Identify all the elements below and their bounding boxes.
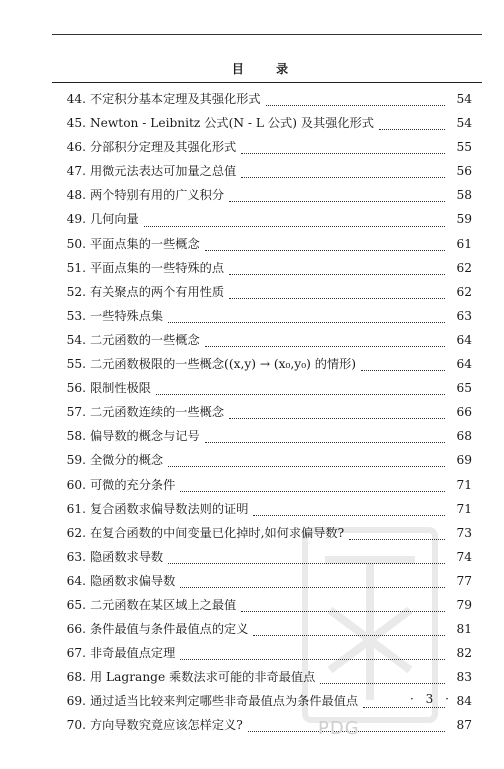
toc-entry-title: 隐函数求偏导数 (90, 573, 176, 588)
dot-leader (168, 463, 445, 467)
toc-entry-title: 全微分的概念 (90, 453, 164, 468)
toc-entry[interactable] (60, 355, 472, 379)
dot-leader (229, 295, 445, 299)
toc-entry-title: 在复合函数的中间变量已化掉时,如何求偏导数? (90, 525, 345, 540)
dot-leader (361, 367, 445, 371)
toc-entry[interactable] (60, 403, 472, 427)
toc-entry[interactable] (60, 427, 472, 451)
toc-entry-title: 平面点集的一些特殊的点 (90, 260, 225, 275)
dot-leader (205, 247, 445, 251)
watermark-seal-icon (295, 520, 445, 750)
toc-entry-number: 52. (66, 284, 86, 299)
toc-entry[interactable] (60, 307, 472, 331)
toc-entry-number: 68. (66, 670, 86, 685)
toc-entry[interactable] (60, 259, 472, 283)
toc-entry-number: 49. (66, 212, 86, 227)
header-divider (52, 82, 482, 83)
toc-entry[interactable] (60, 283, 472, 307)
toc-entry-number: 57. (66, 405, 86, 420)
toc-entry-number: 55. (66, 357, 86, 372)
toc-entry-title: 复合函数求偏导数法则的证明 (90, 501, 249, 516)
toc-entry-page: 66 (456, 405, 472, 420)
toc-entry[interactable] (60, 331, 472, 355)
watermark-text: PDG (318, 718, 360, 739)
toc-entry-page: 83 (456, 670, 472, 685)
dot-leader (379, 126, 445, 130)
dot-leader (241, 174, 445, 178)
toc-entry-page: 73 (456, 525, 472, 540)
toc-entry-number: 50. (66, 236, 86, 251)
toc-entry[interactable] (60, 451, 472, 475)
toc-entry-number: 46. (66, 140, 86, 155)
toc-entry-number: 59. (66, 453, 86, 468)
toc-entry-page: 87 (456, 718, 472, 733)
dot-leader (144, 223, 445, 227)
toc-entry-number: 53. (66, 308, 86, 323)
toc-entry-page: 54 (456, 92, 472, 106)
toc-entry-page: 64 (456, 357, 472, 372)
toc-entry-page: 55 (456, 140, 472, 155)
toc-entry[interactable] (60, 90, 472, 114)
toc-entry-title: 不定积分基本定理及其强化形式 (90, 92, 261, 106)
toc-entry-title: 条件最值与条件最值点的定义 (90, 622, 249, 637)
toc-entry-title: 有关聚点的两个有用性质 (90, 284, 225, 299)
toc-entry-number: 70. (66, 718, 86, 733)
toc-entry-title: 通过适当比较来判定哪些非奇最值点为条件最值点 (90, 694, 359, 709)
toc-entry[interactable] (60, 235, 472, 259)
toc-entry-title: 用微元法表达可加量之总值 (90, 164, 237, 179)
toc-entry-number: 64. (66, 573, 86, 588)
toc-entry-page: 56 (456, 164, 472, 179)
toc-entry-page: 71 (456, 501, 472, 516)
toc-entry-page: 81 (456, 622, 472, 637)
dot-leader (229, 415, 445, 419)
toc-entry-number: 61. (66, 501, 86, 516)
toc-entry[interactable] (60, 138, 472, 162)
toc-entry-title: 分部积分定理及其强化形式 (90, 140, 237, 155)
dot-leader (168, 319, 445, 323)
dot-leader (205, 343, 445, 347)
toc-entry-page: 82 (456, 646, 472, 661)
toc-entry-number: 66. (66, 622, 86, 637)
toc-entry-page: 54 (456, 116, 472, 131)
toc-entry[interactable] (60, 379, 472, 403)
toc-entry-number: 54. (66, 332, 86, 347)
dot-leader (266, 102, 445, 106)
toc-entry-number: 56. (66, 381, 86, 396)
toc-entry-page: 62 (456, 260, 472, 275)
toc-entry-title: 二元函数连续的一些概念 (90, 405, 225, 420)
dot-leader (241, 150, 445, 154)
toc-entry-page: 65 (456, 381, 472, 396)
toc-entry[interactable] (60, 114, 472, 138)
toc-entry-number: 65. (66, 597, 86, 612)
toc-entry-number: 69. (66, 694, 86, 709)
page-number: · 3 · (410, 692, 453, 706)
toc-entry-title: 用 Lagrange 乘数法求可能的非奇最值点 (90, 670, 316, 685)
toc-entry-page: 63 (456, 308, 472, 323)
toc-entry-title: 偏导数的概念与记号 (90, 429, 200, 444)
toc-entry-title: 两个特别有用的广义积分 (90, 188, 225, 203)
toc-entry-number: 62. (66, 525, 86, 540)
toc-entry[interactable] (60, 210, 472, 234)
toc-entry-title: Newton - Leibnitz 公式(N - L 公式) 及其强化形式 (90, 116, 374, 131)
toc-entry-page: 69 (456, 453, 472, 468)
dot-leader (253, 512, 445, 516)
toc-entry-number: 63. (66, 549, 86, 564)
toc-entry-number: 44. (66, 92, 86, 106)
toc-entry-page: 71 (456, 477, 472, 492)
toc-entry-title: 二元函数的一些概念 (90, 332, 200, 347)
toc-entry-number: 60. (66, 477, 86, 492)
toc-entry[interactable] (60, 476, 472, 500)
toc-entry-number: 58. (66, 429, 86, 444)
dot-leader (180, 488, 445, 492)
toc-entry-page: 61 (456, 236, 472, 251)
toc-entry-title: 一些特殊点集 (90, 308, 164, 323)
toc-entry-page: 62 (456, 284, 472, 299)
toc-entry-page: 84 (456, 694, 472, 709)
toc-entry-number: 67. (66, 646, 86, 661)
toc-entry-title: 隐函数求导数 (90, 549, 164, 564)
toc-entry-title: 可微的充分条件 (90, 477, 176, 492)
toc-entry-page: 74 (456, 549, 472, 564)
toc-entry[interactable] (60, 162, 472, 186)
page-top-border (52, 34, 482, 35)
toc-entry-title: 几何向量 (90, 212, 139, 227)
toc-entry-page: 77 (456, 573, 472, 588)
dot-leader (229, 271, 445, 275)
toc-entry-title: 平面点集的一些概念 (90, 236, 200, 251)
toc-entry-page: 58 (456, 188, 472, 203)
toc-entry-title: 限制性极限 (90, 381, 151, 396)
toc-entry-number: 51. (66, 260, 86, 275)
toc-entry-page: 59 (456, 212, 472, 227)
toc-entry-page: 79 (456, 597, 472, 612)
page-header-title: 目 录 (231, 62, 303, 76)
dot-leader (156, 391, 445, 395)
dot-leader (229, 198, 445, 202)
toc-entry-page: 64 (456, 332, 472, 347)
toc-entry-title: 二元函数极限的一些概念((x,y) → (x₀,y₀) 的情形) (90, 357, 357, 372)
toc-entry-number: 47. (66, 164, 86, 179)
toc-entry-title: 非奇最值点定理 (90, 646, 176, 661)
toc-entry-page: 68 (456, 429, 472, 444)
dot-leader (205, 439, 445, 443)
toc-entry-title: 二元函数在某区域上之最值 (90, 597, 237, 612)
toc-entry-number: 48. (66, 188, 86, 203)
toc-entry[interactable] (60, 186, 472, 210)
toc-entry-number: 45. (66, 116, 86, 131)
toc-entry-title: 方向导数究竟应该怎样定义? (90, 718, 243, 733)
